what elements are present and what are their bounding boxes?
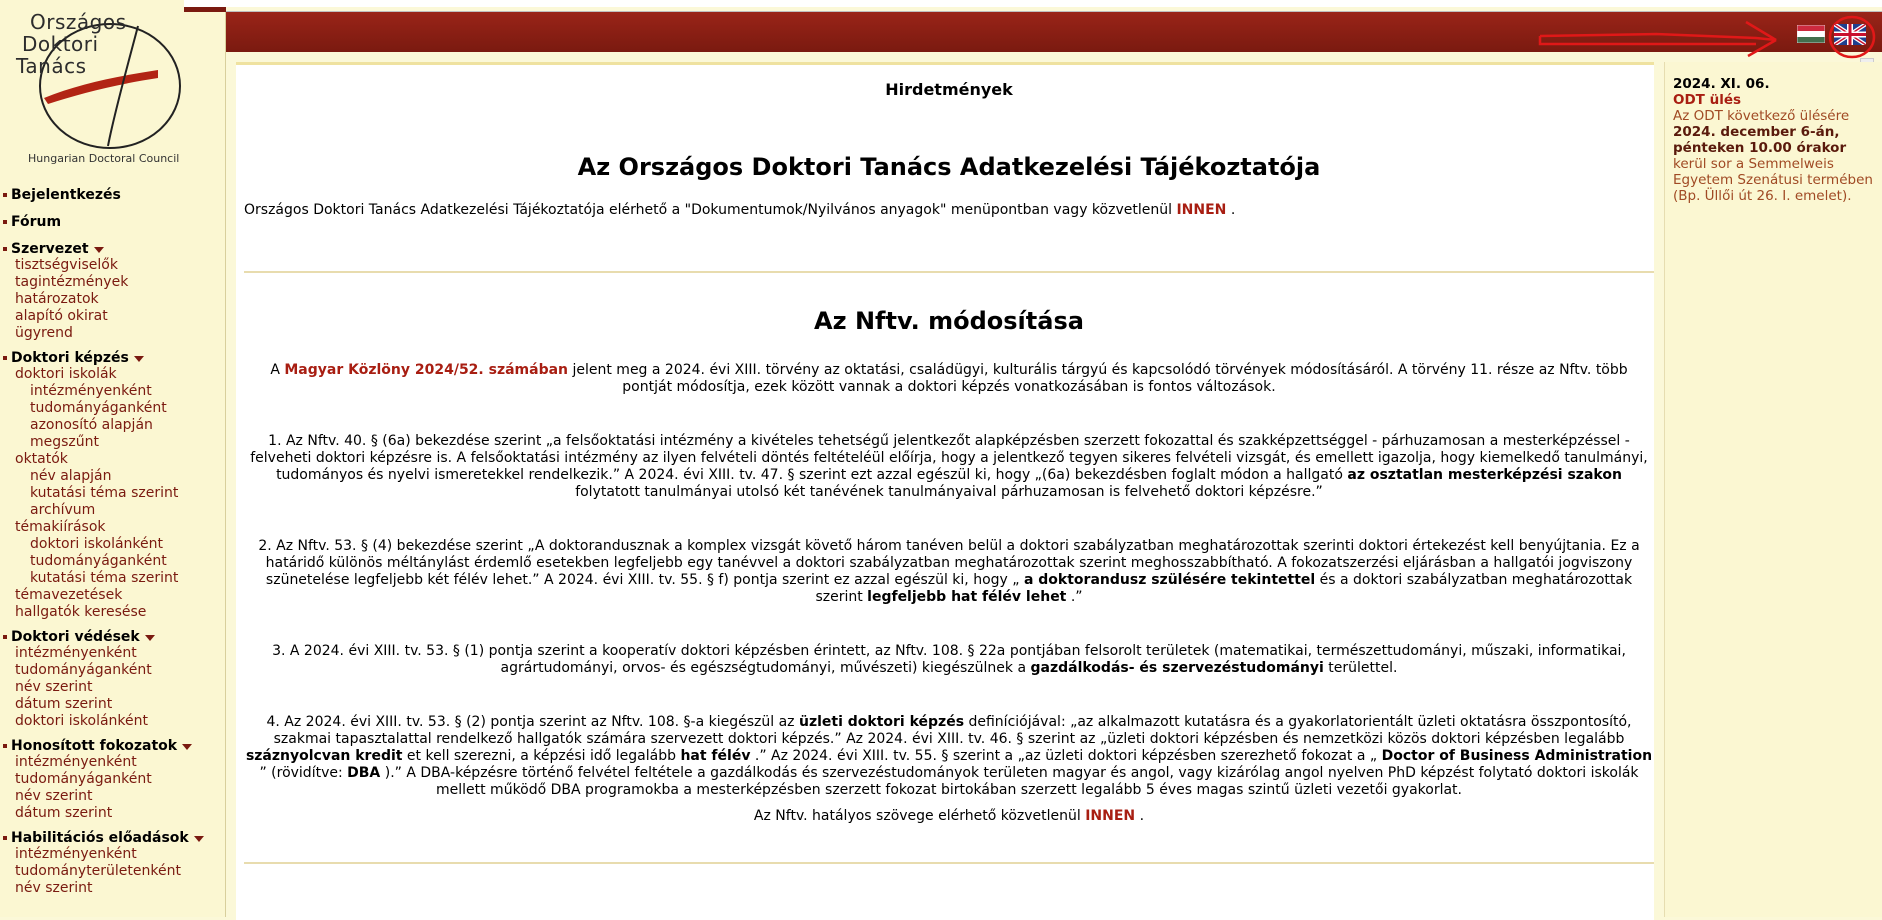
nav-item-iskolak-megszunt[interactable]: megszűnt [30, 434, 100, 450]
p4-i: ” (rövidítve: [259, 765, 348, 781]
nav-login[interactable] [0, 186, 226, 203]
nftv-intro [244, 362, 1654, 396]
news-body-a: Az ODT következő ülésére [1673, 108, 1850, 124]
nav-forum[interactable] [0, 213, 226, 230]
news-body-b: 2024. december 6-án, pénteken 10.00 órakor [1673, 124, 1847, 156]
nftv-point-4 [244, 714, 1654, 799]
p2-e: .” [1066, 589, 1083, 605]
nav-szervezet[interactable] [0, 240, 226, 257]
nav-item-honositott-intezmeny[interactable]: intézményenként [15, 754, 137, 770]
bullet-icon [3, 247, 7, 251]
nav-item-habil-tudomanyterulet[interactable]: tudományterületenként [15, 863, 181, 879]
nav-login-label: Bejelentkezés [11, 186, 121, 203]
nftv-closing [244, 808, 1654, 825]
nav-item-temakiirasok-iskola[interactable]: doktori iskolánként [30, 536, 163, 552]
nav-szervezet-label: Szervezet [11, 240, 89, 257]
nav-item-doktori-iskolak[interactable]: doktori iskolák [15, 366, 117, 382]
divider [244, 862, 1654, 864]
logo-subtitle: Hungarian Doctoral Council [28, 152, 180, 165]
nav-item-hallgatok-keresese[interactable]: hallgatók keresése [15, 604, 147, 620]
p4-h: Doctor of Business Administration [1381, 748, 1653, 764]
sidebar [0, 0, 226, 917]
bullet-icon [3, 356, 7, 360]
nftv-point-1 [244, 433, 1654, 501]
nav-item-vedesek-nev[interactable]: név szerint [15, 679, 93, 695]
main-content [236, 62, 1654, 920]
adatkezeles-innen-link[interactable]: INNEN [1176, 202, 1227, 218]
p4-a: 4. Az 2024. évi XIII. tv. 53. § (2) pontja szerint az Nftv. 108. §-a kiegészül az [266, 714, 799, 730]
adatkezeles-paragraph [244, 202, 1654, 219]
nav-item-temakiirasok-tema[interactable]: kutatási téma szerint [30, 570, 179, 586]
nav-item-honositott-datum[interactable]: dátum szerint [15, 805, 113, 821]
nav-item-oktatok-tema[interactable]: kutatási téma szerint [30, 485, 179, 501]
nav-item-honositott-nev[interactable]: név szerint [15, 788, 93, 804]
hungarian-flag-icon[interactable] [1797, 25, 1825, 43]
p1-b: az osztatlan mesterképzési szakon [1347, 467, 1622, 483]
nav-item-habil-intezmeny[interactable]: intézményenként [15, 846, 137, 862]
p2-d: legfeljebb hat félév lehet [867, 589, 1067, 605]
nav-item-iskolak-intezmenyenkent[interactable]: intézményenként [30, 383, 152, 399]
news-body-c: kerül sor a Semmelweis Egyetem Szenátusi termében (Bp. Üllői út 26. I. emelet). [1673, 156, 1873, 204]
p4-b: üzleti doktori képzés [798, 714, 965, 730]
p4-c: definíciójával: „az alkalmazott kutatásra és a gyakorlatorientált üzleti oktatásra összpontosító, szakmai tapasztalattal rendelkező hallgatók számára szervezett doktori képzés.” Az 2024. évi XIII. tv. 46. § szerint az „üzleti doktori képzésben és nemzetközi közös doktori képzésben legalább [273, 714, 1632, 747]
p4-k: ).” A DBA-képzésre történő felvétel feltétele a gazdálkodás és szervezéstudományok területen magyar és angol, vagy kizárólag angol nyelven PhD képzést folytató doktori iskolák mellett működő DBA programokba a mesterképzésben szerzett fokozat birtokában szerzett legalább 5 éves magas szintű üzleti vezetői gyakorlat. [380, 765, 1639, 798]
nftv-intro-a: A [270, 362, 285, 378]
nav-item-temavezetesek[interactable]: témavezetések [15, 587, 123, 603]
nav-item-vedesek-datum[interactable]: dátum szerint [15, 696, 113, 712]
logo-text-line3: Tanács [16, 54, 87, 78]
news-date: 2024. XI. 06. [1673, 76, 1770, 92]
nav-item-hatarozatok[interactable]: határozatok [15, 291, 99, 307]
p4-e: et kell szerezni, a képzési idő legalább [402, 748, 681, 764]
bullet-icon [3, 220, 7, 224]
red-arrow-annotation-icon [1536, 14, 1876, 64]
nav-item-tisztsegviselok[interactable]: tisztségviselők [15, 257, 118, 273]
nav-honositott-fokozatok[interactable] [0, 737, 226, 754]
main-nav [0, 186, 226, 897]
bullet-icon [3, 744, 7, 748]
chevron-down-icon [94, 247, 104, 253]
nav-doktori-kepzes-label: Doktori képzés [11, 349, 129, 366]
nav-item-oktatok-nev[interactable]: név alapján [30, 468, 112, 484]
logo-text-line1: Országos [30, 10, 127, 34]
nav-habilitacios-label: Habilitációs előadások [11, 829, 189, 846]
nav-item-temakiirasok-tudomanyag[interactable]: tudományáganként [30, 553, 167, 569]
chevron-down-icon [194, 836, 204, 842]
nav-item-tagintezmenyek[interactable]: tagintézmények [15, 274, 129, 290]
magyar-kozlony-link[interactable]: Magyar Közlöny 2024/52. számában [284, 362, 569, 378]
nav-item-habil-nev[interactable]: név szerint [15, 880, 93, 896]
nav-item-honositott-tudomanyag[interactable]: tudományáganként [15, 771, 152, 787]
p3-b: gazdálkodás- és szervezéstudományi [1030, 660, 1324, 676]
nav-item-vedesek-iskola[interactable]: doktori iskolánként [15, 713, 148, 729]
top-white-strip [184, 0, 1882, 7]
section-title-nftv: Az Nftv. módosítása [814, 307, 1084, 335]
nav-item-iskolak-tudomanyagankent[interactable]: tudományáganként [30, 400, 167, 416]
nav-item-temakiirasok[interactable]: témakiírások [15, 519, 106, 535]
nav-item-vedesek-tudomanyag[interactable]: tudományáganként [15, 662, 152, 678]
logo-text-line2: Doktori [22, 32, 99, 56]
p4-f: hat félév [680, 748, 751, 764]
adatkezeles-text: Országos Doktori Tanács Adatkezelési Tájékoztatója elérhető a "Dokumentumok/Nyilvános anyagok" menüpontban vagy közvetlenül [244, 202, 1172, 218]
closing-text: Az Nftv. hatályos szövege elérhető közvetlenül [753, 808, 1086, 824]
nav-doktori-vedesek-label: Doktori védések [11, 628, 140, 645]
nav-item-ugyrend[interactable]: ügyrend [15, 325, 73, 341]
p4-j: DBA [347, 765, 381, 781]
p4-d: száznyolcvan kredit [245, 748, 403, 764]
p2-b: a doktorandusz szülésére tekintettel [1023, 572, 1316, 588]
bullet-icon [3, 635, 7, 639]
nav-item-oktatok-archivum[interactable]: archívum [30, 502, 96, 518]
nftv-point-2 [244, 538, 1654, 606]
news-title[interactable]: ODT ülés [1673, 92, 1742, 108]
p4-g: .” Az 2024. évi XIII. tv. 55. § szerint a „az üzleti doktori képzésben szerezhető fokozat a „ [750, 748, 1382, 764]
page-heading: Hirdetmények [885, 80, 1013, 99]
bullet-icon [3, 836, 7, 840]
p2-a: 2. Az Nftv. 53. § (4) bekezdése szerint „A doktorandusznak a komplex vizsgát követő három tanéven belül a doktori szabályzatban meghatározottak szerinti doktori értekezést kell benyújtania. Ez a határidő különös méltánylást érdemlő esetekben legfeljebb egy tanévvel a doktori szabályzatban meghatározottak szerint meghosszabbítható. A fokozatszerzési eljárásban a hallgatói jogviszony szünetelése legfeljebb két félév lehet.” A 2024. évi XIII. tv. 55. § f) pontja szerint ez azzal egészül ki, hogy „ [258, 538, 1640, 588]
chevron-down-icon [145, 635, 155, 641]
p3-a: 3. A 2024. évi XIII. tv. 53. § (1) pontja szerint a kooperatív doktori képzésben érintett, az Nftv. 108. § 22a pontjában felsorolt területek (matematikai, természettudományi, műszaki, informatikai, agrártudományi, orvos- és egészségtudományi, művészeti) kiegészülnek a [272, 643, 1626, 676]
top-dark-accent [184, 7, 226, 12]
closing-end: . [1135, 808, 1145, 824]
chevron-down-icon [182, 744, 192, 750]
nav-habilitacios-eloadasok[interactable] [0, 829, 226, 846]
p1-c: folytatott tanulmányai utolsó két tanévének tanulmányaival párhuzamosan is felvehető doktori képzésre.” [575, 484, 1323, 500]
nav-doktori-vedesek[interactable] [0, 628, 226, 645]
nav-forum-label: Fórum [11, 213, 62, 230]
nftv-intro-b: jelent meg a 2024. évi XIII. törvény az oktatási, családügyi, kulturális tárgyú és kapcsolódó törvények módosításáról. A törvény 11. része az Nftv. több pontját módosítja, ezek között vannak a doktori képzés vonatkozásában is fontos változások. [568, 362, 1628, 395]
chevron-down-icon [134, 356, 144, 362]
news-body [1673, 108, 1876, 204]
nav-item-iskolak-azonosito[interactable]: azonosító alapján [30, 417, 153, 433]
odt-logo[interactable] [18, 4, 198, 172]
nftv-innen-link[interactable]: INNEN [1085, 808, 1136, 824]
news-panel [1664, 62, 1882, 917]
nftv-point-3 [244, 643, 1654, 677]
bullet-icon [3, 193, 7, 197]
nav-item-vedesek-intezmeny[interactable]: intézményenként [15, 645, 137, 661]
p3-c: területtel. [1323, 660, 1398, 676]
p2-c: és a doktori szabályzatban meghatározottak szerint [815, 572, 1633, 605]
section-title-adatkezeles: Az Országos Doktori Tanács Adatkezelési Tájékoztatója [577, 153, 1321, 181]
nav-item-alapito-okirat[interactable]: alapító okirat [15, 308, 108, 324]
nav-doktori-kepzes[interactable] [0, 349, 226, 366]
p1-a: 1. Az Nftv. 40. § (6a) bekezdése szerint „a felsőoktatási intézmény a kivételes tehetségű jelentkezőt alapképzésben szerzett fokozattal és szakképzettséggel - párhuzamosan a mesterképzéssel - felveheti doktori képzésre is. A felsőoktatási intézmény az ilyen felvételi döntés feltételéül előírja, hogy a jelentkező tegyen sikeres felvételi vizsgát, és emellett igazolja, hogy kiemelkedő tanulmányi, tudományos és nyelvi ismeretekkel rendelkezik.” A 2024. évi XIII. tv. 47. § szerint ezt azzal egészül ki, hogy „(6a) bekezdésben foglalt módon a hallgató [250, 433, 1648, 483]
uk-flag-icon[interactable] [1834, 24, 1866, 45]
adatkezeles-end: . [1226, 202, 1236, 218]
nav-honositott-label: Honosított fokozatok [11, 737, 178, 754]
nav-item-oktatok[interactable]: oktatók [15, 451, 68, 467]
